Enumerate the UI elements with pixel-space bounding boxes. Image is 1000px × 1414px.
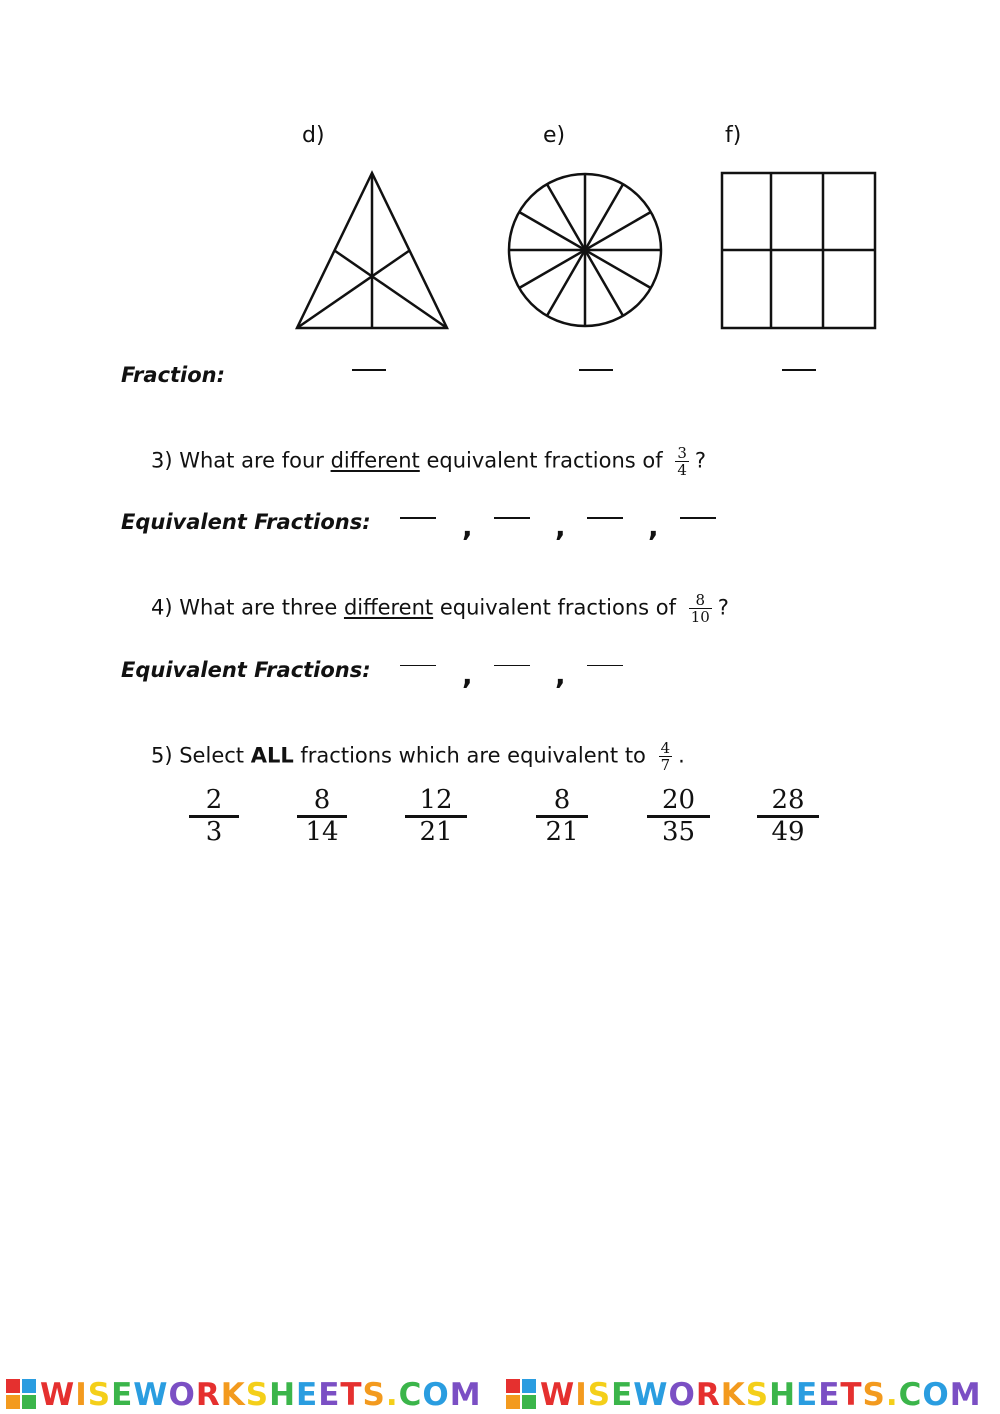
brand-letter: W (633, 1377, 669, 1413)
brand-letter: O (668, 1377, 696, 1413)
option-3-den: 21 (419, 817, 453, 847)
question-4-underlined: different (343, 595, 434, 620)
question-3-end: ? (694, 448, 707, 473)
question-3-fraction (675, 445, 689, 478)
rectangle-grid-shape (718, 170, 880, 332)
wise-logo-icon (6, 1379, 36, 1409)
q3-answer-blank-4[interactable] (680, 517, 716, 519)
q3-comma-1: , (462, 510, 473, 543)
question-5-fraction (659, 740, 673, 773)
question-3-underlined: different (330, 448, 420, 473)
brand-letter: S (362, 1377, 386, 1413)
brand-letter: H (269, 1377, 297, 1413)
question-5-end: . (678, 743, 685, 768)
brand-letter: S (587, 1377, 612, 1413)
footer-brand-2-text (540, 1377, 982, 1413)
fraction-blank-e[interactable] (579, 369, 613, 371)
option-3-num: 12 (405, 786, 467, 818)
brand-letter: E (296, 1377, 319, 1413)
shape-label-f: f) (725, 123, 742, 148)
q4-answer-blank-2[interactable] (494, 665, 530, 666)
brand-letter: S (87, 1377, 112, 1413)
brand-letter: O (922, 1377, 950, 1413)
brand-letter: S (862, 1377, 886, 1413)
option-fraction-6[interactable] (757, 786, 819, 847)
wise-logo-icon (506, 1379, 536, 1409)
question-3-frac-num: 3 (677, 444, 687, 462)
option-fraction-4[interactable] (536, 786, 588, 847)
footer-brand-1-text (40, 1377, 482, 1413)
fraction-blank-d[interactable] (352, 369, 386, 371)
option-fraction-2[interactable] (297, 786, 347, 847)
option-5-num: 20 (647, 786, 710, 818)
question-5-frac-num: 4 (660, 739, 671, 757)
question-5-bold: ALL (250, 743, 294, 768)
brand-letter: C (398, 1377, 423, 1413)
fraction-label: Fraction: (121, 363, 226, 387)
question-4-frac-num: 8 (689, 592, 712, 609)
brand-letter: E (318, 1377, 341, 1413)
option-1-den: 3 (205, 817, 223, 847)
question-3-prefix: 3) What are four (151, 448, 331, 473)
option-2-den: 14 (305, 817, 339, 847)
footer-brand-2 (506, 1377, 982, 1413)
option-2-num: 8 (297, 786, 347, 818)
question-3-frac-den: 4 (677, 461, 687, 479)
brand-letter: S (245, 1377, 270, 1413)
shape-label-e: e) (543, 123, 566, 148)
question-4 (151, 592, 729, 625)
option-6-den: 49 (771, 817, 805, 847)
q4-equivalent-label: Equivalent Fractions: (121, 658, 371, 682)
q3-comma-3: , (648, 510, 659, 543)
brand-letter: R (695, 1377, 721, 1413)
brand-letter: E (796, 1377, 819, 1413)
q3-comma-2: , (555, 510, 566, 543)
brand-letter: I (75, 1377, 88, 1413)
question-4-prefix: 4) What are three (151, 595, 344, 620)
shape-label-d: d) (302, 123, 325, 148)
option-4-num: 8 (536, 786, 588, 818)
brand-letter: T (840, 1377, 863, 1413)
q4-answer-blank-1[interactable] (400, 665, 436, 666)
question-4-suffix: equivalent fractions of (433, 595, 683, 620)
brand-letter: E (111, 1377, 134, 1413)
q4-answer-blank-3[interactable] (587, 665, 623, 666)
brand-letter: S (745, 1377, 770, 1413)
option-fraction-3[interactable] (405, 786, 467, 847)
option-1-num: 2 (189, 786, 239, 818)
fraction-blank-f[interactable] (782, 369, 816, 371)
question-3-suffix: equivalent fractions of (419, 448, 670, 473)
brand-letter: W (540, 1377, 576, 1413)
option-fraction-1[interactable] (189, 786, 239, 847)
brand-letter: . (885, 1377, 899, 1413)
question-4-frac-den: 10 (690, 608, 710, 626)
question-4-fraction (689, 592, 712, 625)
q3-answer-blank-2[interactable] (494, 517, 530, 519)
brand-letter: E (611, 1377, 634, 1413)
question-5 (151, 740, 685, 773)
option-fraction-5[interactable] (647, 786, 710, 847)
question-5-frac-den: 7 (660, 756, 671, 774)
brand-letter: I (575, 1377, 588, 1413)
q3-equivalent-label: Equivalent Fractions: (121, 510, 371, 534)
option-6-num: 28 (757, 786, 819, 818)
question-4-end: ? (717, 595, 729, 620)
question-5-suffix: fractions which are equivalent to (293, 743, 653, 768)
brand-letter: R (195, 1377, 221, 1413)
question-3 (151, 445, 706, 478)
q4-comma-2: , (555, 658, 566, 691)
brand-letter: O (422, 1377, 450, 1413)
triangle-divided-shape (290, 165, 455, 335)
option-4-den: 21 (545, 817, 579, 847)
brand-letter: H (769, 1377, 797, 1413)
brand-letter: T (340, 1377, 363, 1413)
brand-letter: K (720, 1377, 746, 1413)
brand-letter: W (133, 1377, 169, 1413)
option-5-den: 35 (661, 817, 696, 847)
brand-letter: K (220, 1377, 246, 1413)
brand-letter: M (449, 1377, 482, 1413)
brand-letter: W (40, 1377, 76, 1413)
brand-letter: O (168, 1377, 196, 1413)
q3-answer-blank-1[interactable] (400, 517, 436, 519)
question-5-prefix: 5) Select (151, 743, 251, 768)
circle-divided-shape (505, 170, 665, 330)
footer-brand-1 (6, 1377, 482, 1413)
brand-letter: M (949, 1377, 982, 1413)
q4-comma-1: , (462, 658, 473, 691)
brand-letter: E (818, 1377, 841, 1413)
brand-letter: . (385, 1377, 399, 1413)
brand-letter: C (898, 1377, 923, 1413)
q3-answer-blank-3[interactable] (587, 517, 623, 519)
